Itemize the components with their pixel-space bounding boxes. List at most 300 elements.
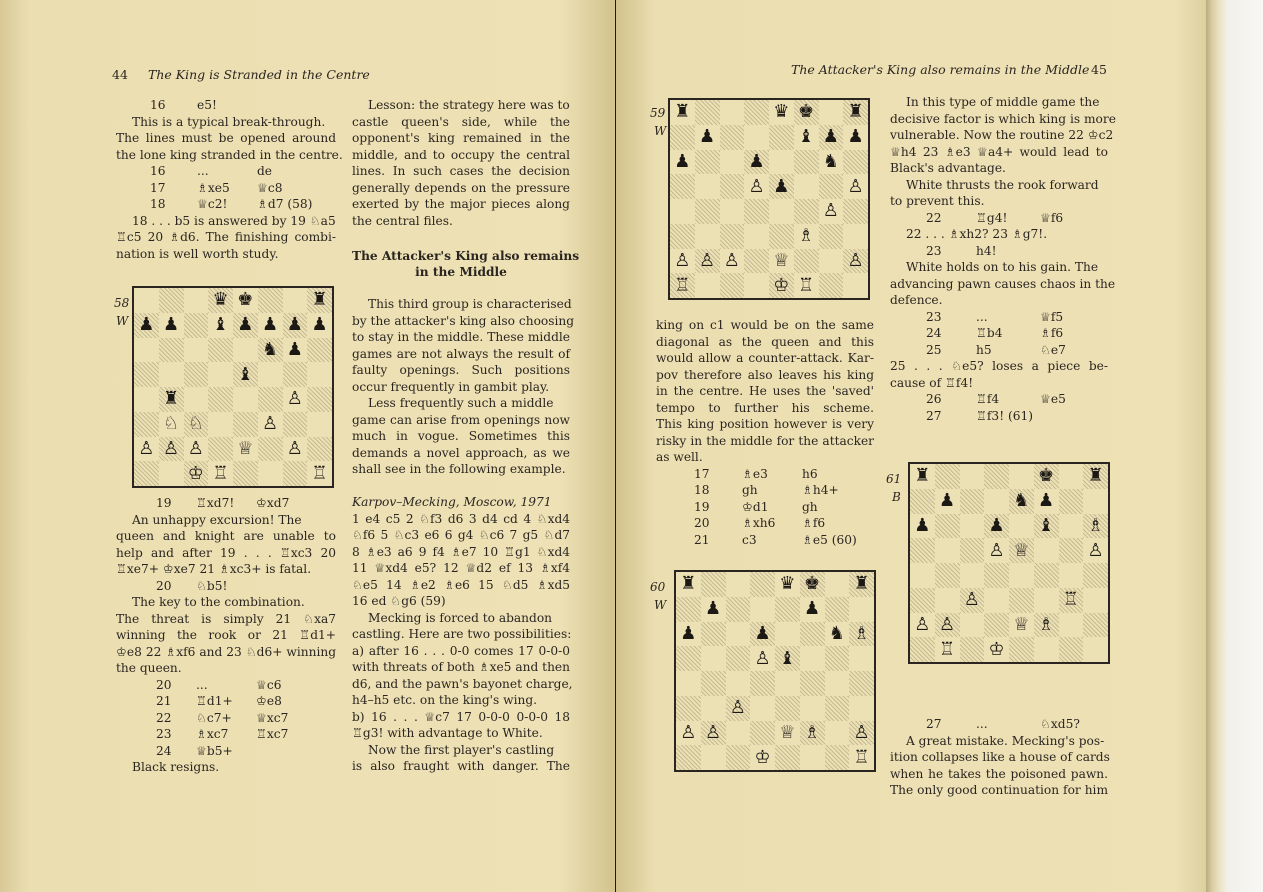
move-cell: ♗h4+ xyxy=(802,483,839,497)
white-queen-icon: ♕ xyxy=(779,721,796,743)
board-square xyxy=(750,721,775,746)
black-pawn-icon: ♟ xyxy=(754,622,771,644)
move-cell: ♗f6 xyxy=(1040,326,1064,340)
board-square xyxy=(283,461,308,486)
move-cell: ♘c7+ xyxy=(196,710,232,725)
move-cell: h5 xyxy=(976,342,992,357)
white-rook-icon: ♖ xyxy=(939,638,956,660)
text-line: is also fraught with danger. The xyxy=(352,759,570,773)
board-square xyxy=(701,646,726,671)
board-square xyxy=(775,696,800,721)
left-page xyxy=(0,0,615,892)
move-cell: ♕c6 xyxy=(256,677,282,692)
board-square xyxy=(825,572,850,597)
black-pawn-icon: ♟ xyxy=(705,598,722,620)
move-cell: ♗xh6 xyxy=(742,516,776,530)
board-square xyxy=(1059,637,1084,662)
black-bishop-icon: ♝ xyxy=(212,314,229,336)
board-square xyxy=(794,249,819,274)
board-square xyxy=(960,563,985,588)
board-square xyxy=(233,387,258,412)
board-square xyxy=(233,338,258,363)
board-square xyxy=(794,199,819,224)
board-square xyxy=(744,273,769,298)
board-square xyxy=(910,563,935,588)
text-line: Less frequently such a middle xyxy=(368,396,554,410)
move-cell: ... xyxy=(976,717,988,731)
black-king-icon: ♚ xyxy=(1038,465,1055,487)
left-page-number: 44 xyxy=(112,67,128,82)
white-pawn-icon: ♙ xyxy=(705,721,722,743)
text-line: when he takes the poisoned pawn. xyxy=(890,766,1108,781)
white-king-icon: ♔ xyxy=(988,638,1005,660)
move-cell: h6 xyxy=(802,466,818,481)
white-pawn-icon: ♙ xyxy=(187,437,204,459)
board-square xyxy=(1034,538,1059,563)
chess-diagram-58 xyxy=(132,286,334,488)
white-pawn-icon: ♙ xyxy=(680,721,697,743)
white-knight-icon: ♘ xyxy=(187,413,204,435)
move-cell: ♖g4! xyxy=(976,210,1008,225)
board-square xyxy=(819,224,844,249)
board-square xyxy=(726,721,751,746)
board-square xyxy=(750,671,775,696)
board-square xyxy=(910,637,935,662)
text-line: Now the first player's castling xyxy=(368,742,555,757)
move-cell: 19 xyxy=(694,499,710,514)
text-line: b) 16 . . . ♕c7 17 0-0-0 0-0-0 18 xyxy=(352,709,570,724)
text-line: The only good continuation for him xyxy=(890,783,1108,797)
board-square xyxy=(283,362,308,387)
board-square xyxy=(744,224,769,249)
white-pawn-icon: ♙ xyxy=(847,249,864,271)
text-line: 22 . . . ♗xh2? 23 ♗g7!. xyxy=(906,227,1048,241)
black-pawn-icon: ♟ xyxy=(163,314,180,336)
board-square xyxy=(726,597,751,622)
board-square xyxy=(769,199,794,224)
move-cell: gh xyxy=(742,483,758,497)
board-square xyxy=(701,745,726,770)
move-cell: h4! xyxy=(976,243,997,258)
board-square xyxy=(676,597,701,622)
text-line: This king position however is very xyxy=(656,417,874,431)
white-pawn-icon: ♙ xyxy=(853,721,870,743)
text-line: Lesson: the strategy here was to xyxy=(368,98,570,112)
board-square xyxy=(744,199,769,224)
text-line: nation is well worth study. xyxy=(116,246,279,261)
board-square xyxy=(960,538,985,563)
text-line: tempo to further his scheme. xyxy=(656,400,874,415)
text-line: vulnerable. Now the routine 22 ♔c2 xyxy=(890,128,1114,142)
board-square xyxy=(935,464,960,489)
board-square xyxy=(258,362,283,387)
black-pawn-icon: ♟ xyxy=(311,314,328,336)
board-square xyxy=(695,174,720,199)
move-cell: ♖d1+ xyxy=(196,694,233,708)
diagram-61-number: 61 xyxy=(886,472,902,486)
move-cell: 21 xyxy=(156,694,172,708)
white-rook-icon: ♖ xyxy=(311,462,328,484)
move-cell: 19 xyxy=(156,496,172,510)
black-queen-icon: ♛ xyxy=(779,573,796,595)
text-line: diagonal as the queen and this xyxy=(656,334,874,349)
board-square xyxy=(935,563,960,588)
text-line: middle, and to occupy the central xyxy=(352,147,570,162)
board-square xyxy=(307,412,332,437)
board-square xyxy=(208,387,233,412)
board-square xyxy=(159,461,184,486)
black-pawn-icon: ♟ xyxy=(138,314,155,336)
board-square xyxy=(676,646,701,671)
move-cell: ♕b5+ xyxy=(196,743,233,758)
move-cell: de xyxy=(257,164,273,178)
move-cell: 17 xyxy=(150,180,166,195)
text-line: 11 ♕xd4 e5? 12 ♕d2 ef 13 ♗xf4 xyxy=(352,561,570,575)
white-queen-icon: ♕ xyxy=(1013,539,1030,561)
board-square xyxy=(726,671,751,696)
board-square xyxy=(750,696,775,721)
text-line: ition collapses like a house of cards xyxy=(890,750,1110,764)
board-square xyxy=(184,362,209,387)
black-rook-icon: ♜ xyxy=(847,101,864,123)
board-square xyxy=(800,646,825,671)
board-square xyxy=(910,538,935,563)
move-cell: 20 xyxy=(156,677,172,692)
board-square xyxy=(775,671,800,696)
board-square xyxy=(701,572,726,597)
board-square xyxy=(208,362,233,387)
board-square xyxy=(984,613,1009,638)
board-square xyxy=(695,100,720,125)
text-line: 1 e4 c5 2 ♘f3 d6 3 d4 cd 4 ♘xd4 xyxy=(352,511,570,526)
black-rook-icon: ♜ xyxy=(163,388,180,410)
board-square xyxy=(819,100,844,125)
move-cell: e5! xyxy=(197,98,217,112)
board-square xyxy=(184,338,209,363)
black-rook-icon: ♜ xyxy=(311,289,328,311)
board-square xyxy=(800,745,825,770)
black-pawn-icon: ♟ xyxy=(939,490,956,512)
board-square xyxy=(794,150,819,175)
black-pawn-icon: ♟ xyxy=(847,126,864,148)
move-cell: ♖f3! (61) xyxy=(976,408,1033,423)
white-queen-icon: ♕ xyxy=(237,437,254,459)
board-square xyxy=(307,338,332,363)
move-cell: ♔xd7 xyxy=(256,496,290,510)
board-square xyxy=(726,572,751,597)
move-cell: ♖b4 xyxy=(976,326,1003,340)
move-cell: ♘b5! xyxy=(196,578,228,593)
board-square xyxy=(750,572,775,597)
board-square xyxy=(910,489,935,514)
text-line: ♘e5 14 ♗e2 ♗e6 15 ♘d5 ♗xd5 xyxy=(352,577,570,592)
black-bishop-icon: ♝ xyxy=(1038,514,1055,536)
board-square xyxy=(134,387,159,412)
board-square xyxy=(769,150,794,175)
white-pawn-icon: ♙ xyxy=(262,413,279,435)
board-square xyxy=(960,613,985,638)
white-pawn-icon: ♙ xyxy=(822,200,839,222)
move-cell: ♗d7 (58) xyxy=(257,197,313,211)
text-line: ♖c5 20 ♗d6. The finishing combi- xyxy=(116,230,336,244)
board-square xyxy=(843,273,868,298)
move-cell: ♘e7 xyxy=(1040,342,1066,357)
move-cell: ♘xd5? xyxy=(1040,717,1080,731)
black-pawn-icon: ♟ xyxy=(262,314,279,336)
board-square xyxy=(184,288,209,313)
board-square xyxy=(307,362,332,387)
move-cell: 24 xyxy=(156,743,172,758)
text-line: games are not always the result of xyxy=(352,346,570,361)
text-line: ♕h4 23 ♗e3 ♕a4+ would lead to xyxy=(890,144,1108,159)
board-square xyxy=(769,224,794,249)
board-square xyxy=(935,514,960,539)
white-pawn-icon: ♙ xyxy=(914,613,931,635)
move-cell: ... xyxy=(976,309,988,324)
white-pawn-icon: ♙ xyxy=(1087,539,1104,561)
board-square xyxy=(984,563,1009,588)
board-square xyxy=(720,174,745,199)
diagram-59-number: 59 xyxy=(650,106,666,120)
text-line: ♔e8 22 ♗xf6 and 23 ♘d6+ winning xyxy=(116,644,336,659)
move-cell: 25 xyxy=(926,342,942,357)
text-line: castling. Here are two possibilities: xyxy=(352,627,572,641)
move-cell: ♕xc7 xyxy=(256,710,289,725)
board-square xyxy=(159,288,184,313)
white-bishop-icon: ♗ xyxy=(1038,613,1055,635)
board-square xyxy=(769,125,794,150)
move-cell: ♕f5 xyxy=(1040,309,1064,324)
text-line: game can arise from openings now xyxy=(352,412,570,427)
section-title-line-2: in the Middle xyxy=(415,265,507,279)
white-pawn-icon: ♙ xyxy=(138,437,155,459)
text-line: with threats of both ♗xe5 and then xyxy=(352,660,570,674)
text-line: ♖xe7+ ♔xe7 21 ♗xc3+ is fatal. xyxy=(116,562,312,576)
text-line: The threat is simply 21 ♘xa7 xyxy=(116,611,336,626)
board-square xyxy=(208,338,233,363)
white-rook-icon: ♖ xyxy=(1062,589,1079,611)
board-square xyxy=(1083,588,1108,613)
board-square xyxy=(695,199,720,224)
board-square xyxy=(701,671,726,696)
text-line: the central files. xyxy=(352,213,453,228)
black-bishop-icon: ♝ xyxy=(779,647,796,669)
black-rook-icon: ♜ xyxy=(853,573,870,595)
board-square xyxy=(960,464,985,489)
text-line: in the centre. He uses the 'saved' xyxy=(656,384,874,398)
text-line: winning the rook or 21 ♖d1+ xyxy=(116,628,336,642)
board-square xyxy=(695,273,720,298)
move-cell: ♖f4 xyxy=(976,392,1000,406)
text-line: generally depends on the pressure xyxy=(352,180,570,195)
board-square xyxy=(134,288,159,313)
text-line: This is a typical break-through. xyxy=(132,114,326,129)
board-square xyxy=(208,437,233,462)
white-rook-icon: ♖ xyxy=(853,746,870,768)
white-pawn-icon: ♙ xyxy=(286,437,303,459)
white-pawn-icon: ♙ xyxy=(963,589,980,611)
board-square xyxy=(159,362,184,387)
board-square xyxy=(819,249,844,274)
board-square xyxy=(676,696,701,721)
board-square xyxy=(825,597,850,622)
move-cell: 23 xyxy=(926,243,942,258)
black-knight-icon: ♞ xyxy=(1013,490,1030,512)
board-square xyxy=(258,461,283,486)
board-square xyxy=(726,646,751,671)
text-line: 18 . . . b5 is answered by 19 ♘a5 xyxy=(132,213,336,228)
board-square xyxy=(1059,464,1084,489)
board-square xyxy=(843,224,868,249)
board-square xyxy=(184,313,209,338)
board-square xyxy=(676,671,701,696)
board-square xyxy=(695,224,720,249)
board-square xyxy=(1083,613,1108,638)
board-square xyxy=(1059,563,1084,588)
section-title-line-1: The Attacker's King also remains xyxy=(352,249,580,263)
text-line: h4–h5 etc. on the king's wing. xyxy=(352,693,538,707)
board-square xyxy=(720,273,745,298)
black-pawn-icon: ♟ xyxy=(773,175,790,197)
black-knight-icon: ♞ xyxy=(828,622,845,644)
board-square xyxy=(935,588,960,613)
move-cell: 22 xyxy=(156,710,172,725)
diagram-60-side: W xyxy=(654,598,667,612)
move-cell: gh xyxy=(802,499,818,514)
move-cell: 20 xyxy=(694,516,710,530)
move-cell: ... xyxy=(197,164,209,178)
black-bishop-icon: ♝ xyxy=(798,126,815,148)
board-square xyxy=(849,646,874,671)
board-square xyxy=(134,412,159,437)
move-cell: c3 xyxy=(742,532,757,547)
move-cell: 16 xyxy=(150,164,166,178)
board-square xyxy=(670,199,695,224)
text-line: faulty openings. Such positions xyxy=(352,363,570,377)
white-pawn-icon: ♙ xyxy=(723,249,740,271)
text-line: occur frequently in gambit play. xyxy=(352,379,550,394)
board-square xyxy=(720,199,745,224)
left-running-title: The King is Stranded in the Centre xyxy=(148,67,370,82)
board-square xyxy=(843,199,868,224)
board-square xyxy=(720,100,745,125)
chess-diagram-60 xyxy=(674,570,876,772)
board-square xyxy=(960,489,985,514)
white-pawn-icon: ♙ xyxy=(847,175,864,197)
text-line: demands a novel approach, as we xyxy=(352,445,570,460)
diagram-61-side: B xyxy=(892,490,901,504)
board-square xyxy=(800,696,825,721)
white-queen-icon: ♕ xyxy=(773,249,790,271)
board-square xyxy=(910,588,935,613)
move-cell: 26 xyxy=(926,392,942,406)
move-cell: 22 xyxy=(926,210,942,225)
text-line: a) after 16 . . . 0-0 comes 17 0-0-0 xyxy=(352,643,570,658)
board-square xyxy=(233,461,258,486)
board-square xyxy=(307,387,332,412)
board-square xyxy=(960,514,985,539)
board-square xyxy=(1059,489,1084,514)
text-line: king on c1 would be on the same xyxy=(656,318,874,332)
text-line: shall see in the following example. xyxy=(352,462,566,476)
board-square xyxy=(825,696,850,721)
board-square xyxy=(258,288,283,313)
board-square xyxy=(283,412,308,437)
white-rook-icon: ♖ xyxy=(798,274,815,296)
board-square xyxy=(1059,613,1084,638)
text-line: A great mistake. Mecking's pos- xyxy=(906,733,1105,748)
text-line: The lines must be opened around xyxy=(116,131,336,145)
board-square xyxy=(670,224,695,249)
text-line: Black's advantage. xyxy=(890,161,1006,175)
black-pawn-icon: ♟ xyxy=(804,598,821,620)
move-cell: 17 xyxy=(694,466,710,481)
move-cell: 23 xyxy=(156,727,172,741)
white-bishop-icon: ♗ xyxy=(798,225,815,247)
black-pawn-icon: ♟ xyxy=(286,338,303,360)
move-cell: ♔d1 xyxy=(742,499,769,514)
board-square xyxy=(1034,563,1059,588)
move-cell: 21 xyxy=(694,532,710,547)
text-line: lines. In such cases the decision xyxy=(352,164,570,178)
black-pawn-icon: ♟ xyxy=(748,150,765,172)
black-pawn-icon: ♟ xyxy=(988,514,1005,536)
board-square xyxy=(701,696,726,721)
board-square xyxy=(695,150,720,175)
white-pawn-icon: ♙ xyxy=(286,388,303,410)
text-line: help and after 19 . . . ♖xc3 20 xyxy=(116,545,336,560)
board-square xyxy=(726,622,751,647)
white-pawn-icon: ♙ xyxy=(988,539,1005,561)
text-line: exerted by the major pieces along xyxy=(352,197,570,211)
text-line: by the attacker's king also choosing xyxy=(352,313,575,328)
text-line: cause of ♖f4! xyxy=(890,375,974,390)
text-line: 16 ed ♘g6 (59) xyxy=(352,594,446,608)
board-square xyxy=(819,273,844,298)
board-square xyxy=(825,745,850,770)
text-line: 25 . . . ♘e5? loses a piece be- xyxy=(890,359,1108,373)
board-square xyxy=(726,745,751,770)
move-cell: 20 xyxy=(156,578,172,593)
board-square xyxy=(800,622,825,647)
board-square xyxy=(825,646,850,671)
board-square xyxy=(1009,514,1034,539)
board-square xyxy=(825,671,850,696)
black-pawn-icon: ♟ xyxy=(674,150,691,172)
board-square xyxy=(1034,637,1059,662)
board-square xyxy=(720,125,745,150)
move-cell: 23 xyxy=(926,309,942,324)
white-pawn-icon: ♙ xyxy=(699,249,716,271)
board-square xyxy=(159,338,184,363)
text-line: queen and knight are unable to xyxy=(116,529,336,543)
board-square xyxy=(849,597,874,622)
move-cell: 18 xyxy=(150,197,166,211)
text-line: Karpov–Mecking, Moscow, 1971 xyxy=(352,495,552,509)
white-king-icon: ♔ xyxy=(754,746,771,768)
move-cell: ♗e3 xyxy=(742,466,768,481)
board-square xyxy=(819,174,844,199)
text-line: decisive factor is which king is more xyxy=(890,111,1116,126)
text-line: In this type of middle game the xyxy=(906,95,1100,109)
board-square xyxy=(849,671,874,696)
black-pawn-icon: ♟ xyxy=(699,126,716,148)
white-pawn-icon: ♙ xyxy=(754,647,771,669)
text-line: Mecking is forced to abandon xyxy=(368,610,553,625)
board-square xyxy=(935,538,960,563)
move-cell: ♕c8 xyxy=(257,180,283,195)
black-rook-icon: ♜ xyxy=(680,573,697,595)
